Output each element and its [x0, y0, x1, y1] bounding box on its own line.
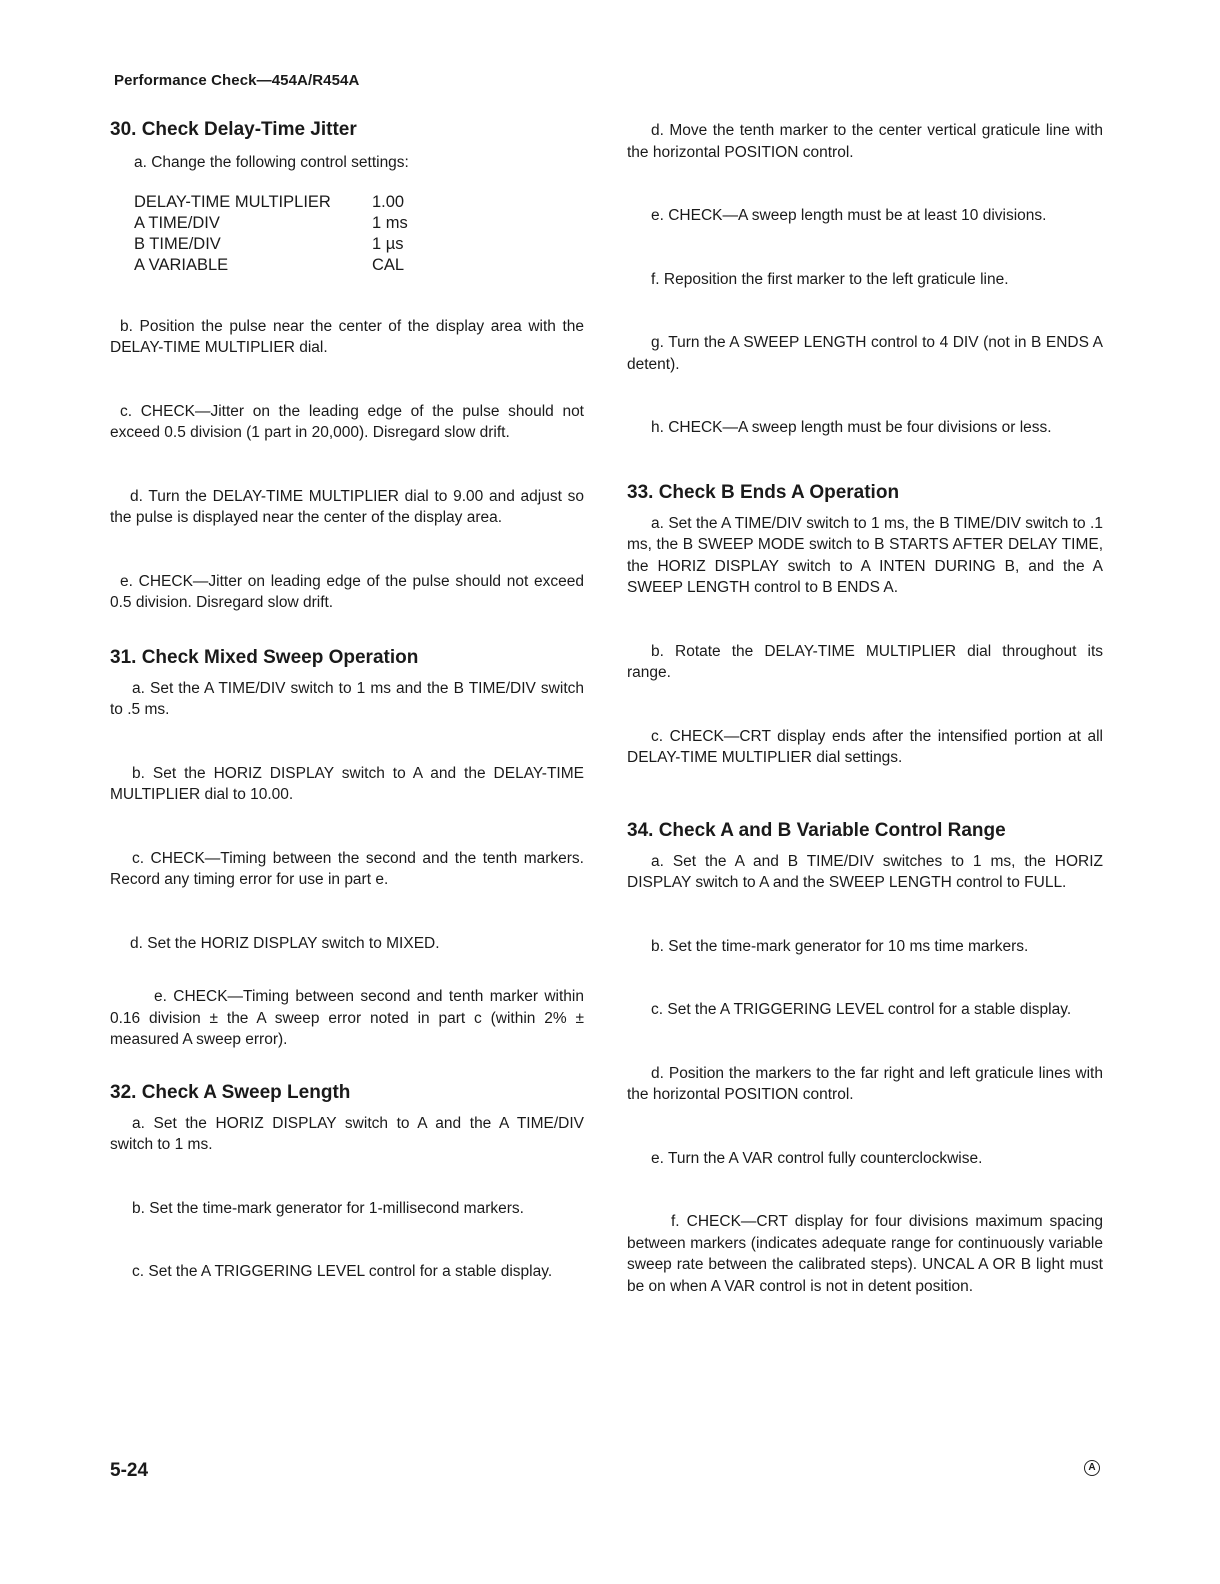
- section-33: [627, 481, 1103, 769]
- revision-mark-icon: A: [1084, 1460, 1100, 1476]
- section-34-heading: 34. Check A and B Variable Control Range: [627, 819, 1006, 841]
- step-34f: f. CHECK—CRT display for four divisions maximum spacing between markers (indicates adequate range for continuously variable sweep rate between the calibrated steps). UNCAL A OR B light must be on when A VAR control is not in detent position.: [627, 1213, 1103, 1295]
- setting-value: 1 ms: [372, 213, 408, 232]
- section-33-heading: 33. Check B Ends A Operation: [627, 481, 900, 503]
- settings-row: [134, 234, 584, 255]
- step-34b: b. Set the time-mark generator for 10 ms time markers.: [651, 937, 1029, 955]
- step-34a: a. Set the A and B TIME/DIV switches to 1 ms, the HORIZ DISPLAY switch to A and the SWEEP LENGTH control to FULL.: [627, 852, 1103, 891]
- left-column: [110, 118, 584, 1283]
- step-32c: c. Set the A TRIGGERING LEVEL control for a stable display.: [132, 1263, 553, 1280]
- step-32g: g. Turn the A SWEEP LENGTH control to 4 DIV (not in B ENDS A detent).: [627, 334, 1103, 373]
- step-34c: c. Set the A TRIGGERING LEVEL control for a stable display.: [651, 1001, 1072, 1018]
- step-30c: c. CHECK—Jitter on the leading edge of the pulse should not exceed 0.5 division (1 part in 20,000). Disregard slow drift.: [110, 402, 584, 441]
- step-33b: b. Rotate the DELAY-TIME MULTIPLIER dial throughout its range.: [627, 642, 1103, 681]
- step-33a: a. Set the A TIME/DIV switch to 1 ms, the B TIME/DIV switch to .1 ms, the B SWEEP MODE switch to B STARTS AFTER DELAY TIME, the HORIZ DISPLAY switch to A INTEN DURING B, and the A SWEEP LENGTH control to B ENDS A.: [627, 514, 1103, 596]
- step-32a: a. Set the HORIZ DISPLAY switch to A and the A TIME/DIV switch to 1 ms.: [110, 1114, 584, 1153]
- step-32f: f. Reposition the first marker to the left graticule line.: [651, 270, 1009, 288]
- step-31b: b. Set the HORIZ DISPLAY switch to A and the DELAY-TIME MULTIPLIER dial to 10.00.: [110, 764, 584, 803]
- step-30e: e. CHECK—Jitter on leading edge of the pulse should not exceed 0.5 division. Disregard slow drift.: [110, 572, 584, 611]
- setting-value: CAL: [372, 255, 405, 274]
- setting-value: 1 µs: [372, 234, 404, 253]
- step-31c: c. CHECK—Timing between the second and the tenth markers. Record any timing error for use in part e.: [110, 849, 584, 888]
- step-34d: d. Position the markers to the far right and left graticule lines with the horizontal POSITION control.: [627, 1064, 1103, 1103]
- step-34e: e. Turn the A VAR control fully counterclockwise.: [651, 1149, 983, 1167]
- right-column: [627, 118, 1103, 1297]
- section-30-heading: 30. Check Delay-Time Jitter: [110, 119, 357, 140]
- step-30a: a. Change the following control settings:: [134, 154, 409, 171]
- step-31a: a. Set the A TIME/DIV switch to 1 ms and the B TIME/DIV switch to .5 ms.: [110, 679, 584, 718]
- settings-row: [134, 255, 584, 276]
- section-32: [110, 1081, 584, 1283]
- setting-name: A TIME/DIV: [134, 213, 220, 232]
- section-30: [110, 118, 584, 614]
- section-34: [627, 819, 1103, 1298]
- step-32e: e. CHECK—A sweep length must be at least 10 divisions.: [651, 207, 1047, 224]
- step-32b: b. Set the time-mark generator for 1-millisecond markers.: [132, 1199, 524, 1217]
- step-33c: c. CHECK—CRT display ends after the intensified portion at all DELAY-TIME MULTIPLIER dial settings.: [627, 727, 1103, 766]
- setting-name: A VARIABLE: [134, 255, 229, 274]
- step-31e: e. CHECK—Timing between second and tenth marker within 0.16 division ± the A sweep error noted in part c (within 2% ± measured A sweep error).: [110, 988, 584, 1048]
- setting-name: DELAY-TIME MULTIPLIER: [134, 192, 331, 211]
- setting-value: 1.00: [372, 192, 405, 211]
- section-31: [110, 646, 584, 1051]
- settings-row: [134, 192, 584, 213]
- page-number: 5-24: [110, 1460, 149, 1481]
- step-30d: d. Turn the DELAY-TIME MULTIPLIER dial to 9.00 and adjust so the pulse is displayed near the center of the display area.: [110, 487, 584, 526]
- section-31-heading: 31. Check Mixed Sweep Operation: [110, 646, 419, 668]
- page-header: Performance Check—454A/R454A: [114, 72, 360, 89]
- step-32h: h. CHECK—A sweep length must be four divisions or less.: [651, 419, 1052, 436]
- step-30b: b. Position the pulse near the center of the display area with the DELAY-TIME MULTIPLIER dial.: [110, 317, 584, 356]
- section-32-heading: 32. Check A Sweep Length: [110, 1081, 351, 1103]
- control-settings-table: [134, 192, 584, 276]
- settings-row: [134, 213, 584, 234]
- setting-name: B TIME/DIV: [134, 234, 221, 253]
- step-32d: d. Move the tenth marker to the center vertical graticule line with the horizontal POSITION control.: [627, 122, 1103, 161]
- step-31d: d. Set the HORIZ DISPLAY switch to MIXED.: [130, 934, 440, 952]
